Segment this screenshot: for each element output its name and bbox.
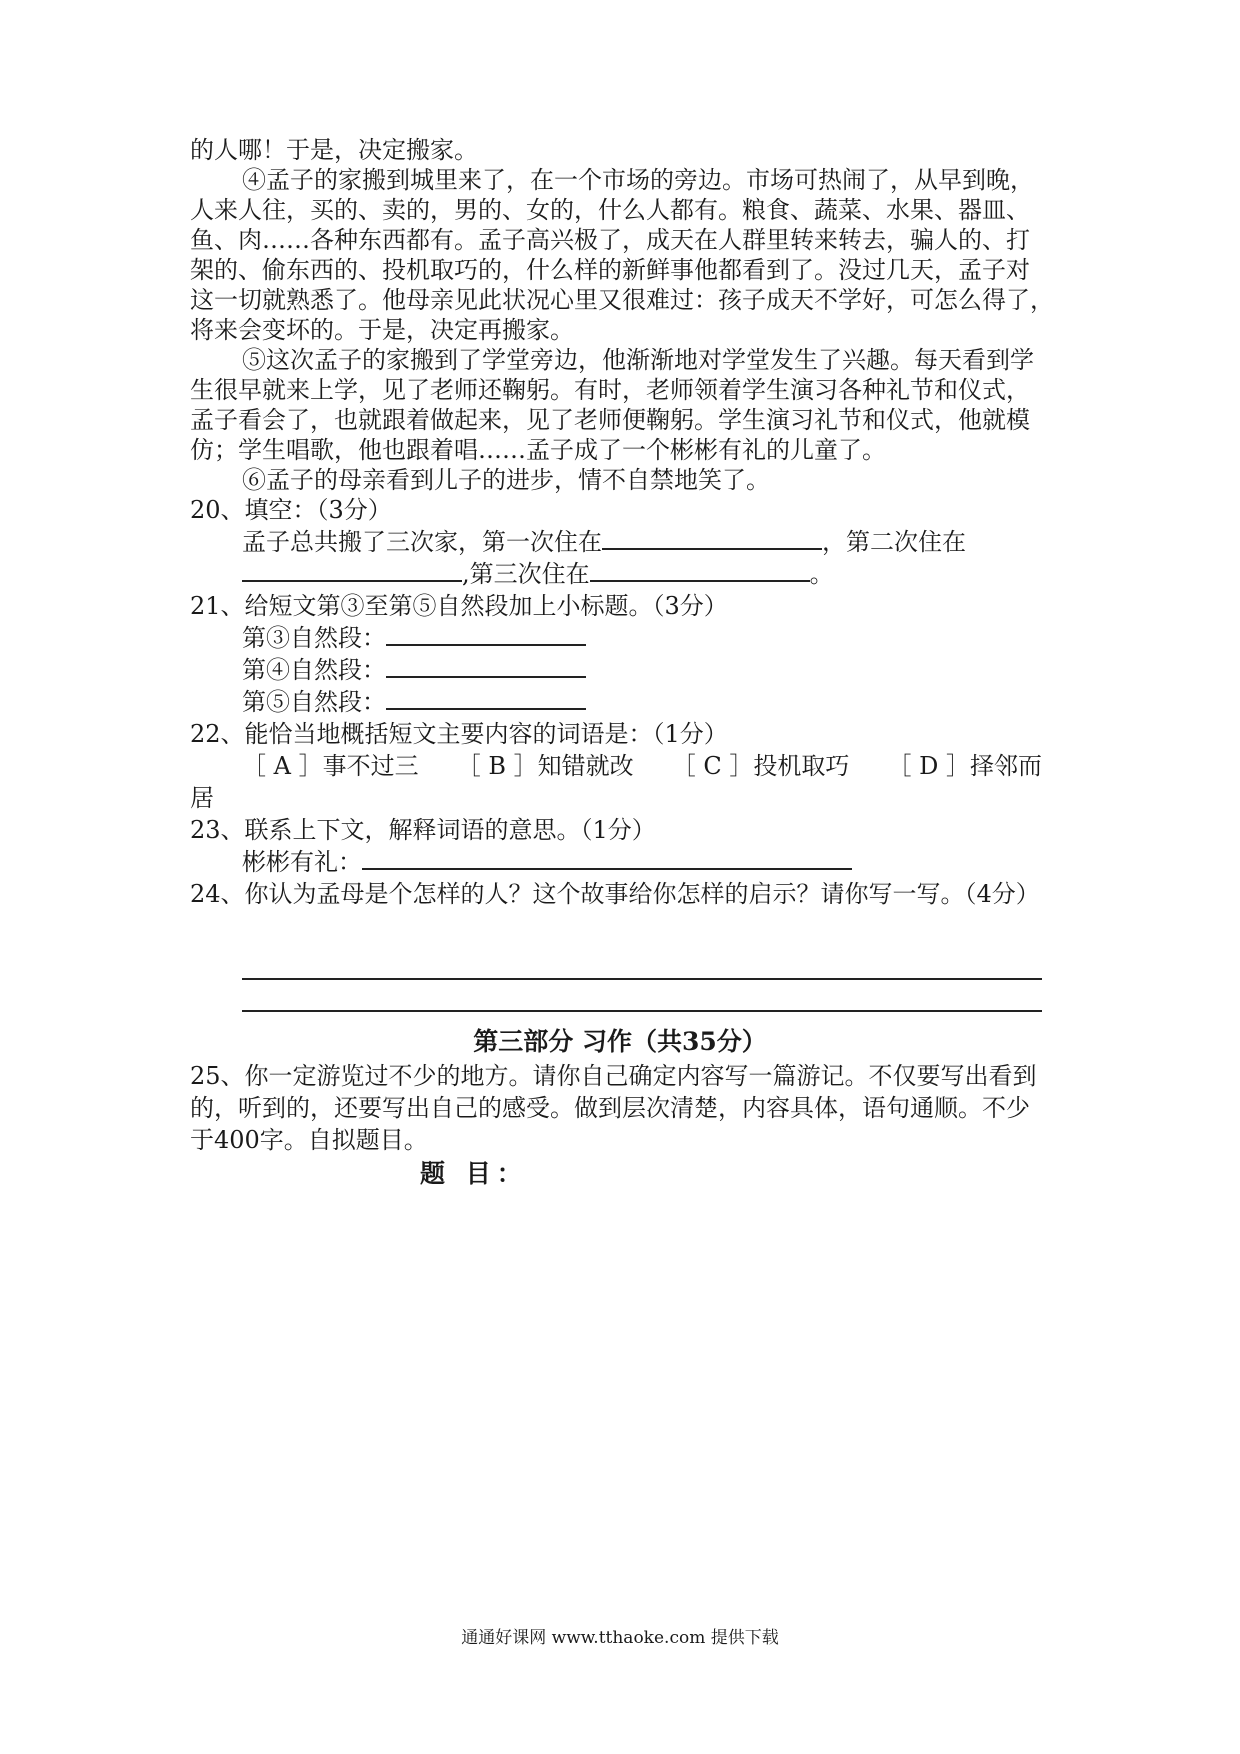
q20-text-a: 孟子总共搬了三次家，第一次住在 bbox=[242, 528, 602, 556]
passage-paragraph-6: ⑥孟子的母亲看到儿子的进步，情不自禁地笑了。 bbox=[242, 466, 770, 494]
q25-line-1: 25、你一定游览过不少的地方。请你自己确定内容写一篇游记。不仅要写出看到 bbox=[190, 1062, 1037, 1090]
q20-blank-2[interactable] bbox=[242, 558, 462, 582]
q22-option-d[interactable]: ［ D ］择邻而 bbox=[887, 752, 1042, 780]
q20-title: 20、填空：（3分） bbox=[190, 496, 392, 524]
q23-title: 23、联系上下文，解释词语的意思。（1分） bbox=[190, 816, 656, 844]
q21-label-4: 第④自然段： bbox=[242, 656, 386, 684]
passage-line-11: 仿；学生唱歌，他也跟着唱……孟子成了一个彬彬有礼的儿童了。 bbox=[190, 436, 886, 464]
q21-item-5 bbox=[242, 686, 586, 718]
q20-text-b: ，第二次住在 bbox=[822, 528, 966, 556]
q22-option-b[interactable]: ［ B ］知错就改 bbox=[456, 752, 634, 780]
q22-option-a[interactable]: ［ A ］事不过三 bbox=[242, 752, 419, 780]
footer-text: 通通好课网 www.tthaoke.com 提供下载 bbox=[461, 1628, 779, 1648]
q21-blank-3[interactable] bbox=[386, 622, 586, 646]
q25-line-3: 于400字。自拟题目。 bbox=[190, 1126, 428, 1154]
q22-option-d-wrap: 居 bbox=[190, 784, 214, 812]
passage-line-3: 人来人往，买的、卖的，男的、女的，什么人都有。粮食、蔬菜、水果、器皿、 bbox=[190, 196, 1030, 224]
passage-line-5: 架的、偷东西的、投机取巧的，什么样的新鲜事他都看到了。没过几天，孟子对 bbox=[190, 256, 1030, 284]
q20-text-c: ,第三次住在 bbox=[462, 560, 590, 588]
q21-item-3 bbox=[242, 622, 586, 654]
q21-item-4 bbox=[242, 654, 586, 686]
q22-option-c[interactable]: ［ C ］投机取巧 bbox=[671, 752, 850, 780]
q21-blank-4[interactable] bbox=[386, 654, 586, 678]
passage-paragraph-5: ⑤这次孟子的家搬到了学堂旁边，他渐渐地对学堂发生了兴趣。每天看到学 bbox=[242, 346, 1034, 374]
q20-blank-3[interactable] bbox=[590, 558, 810, 582]
passage-line-7: 将来会变坏的。于是，决定再搬家。 bbox=[190, 316, 574, 344]
q24-answer-line-2[interactable] bbox=[242, 1010, 1042, 1012]
passage-line-9: 生很早就来上学，见了老师还鞠躬。有时，老师领着学生演习各种礼节和仪式， bbox=[190, 376, 1030, 404]
q22-title: 22、能恰当地概括短文主要内容的词语是：（1分） bbox=[190, 720, 728, 748]
q22-options bbox=[242, 750, 1042, 782]
q23-answer-line bbox=[242, 846, 852, 878]
passage-line-6: 这一切就熟悉了。他母亲见此状况心里又很难过：孩子成天不学好，可怎么得了， bbox=[190, 286, 1054, 314]
q23-label: 彬彬有礼： bbox=[242, 848, 362, 876]
q24-title: 24、你认为孟母是个怎样的人？这个故事给你怎样的启示？请你写一写。（4分） bbox=[190, 880, 1040, 908]
passage-line-4: 鱼、肉……各种东西都有。孟子高兴极了，成天在人群里转来转去，骗人的、打 bbox=[190, 226, 1030, 254]
essay-title-label: 题 目： bbox=[420, 1159, 528, 1188]
passage-line-10: 孟子看会了，也就跟着做起来，见了老师便鞠躬。学生演习礼节和仪式，他就模 bbox=[190, 406, 1030, 434]
q21-blank-5[interactable] bbox=[386, 686, 586, 710]
q21-title: 21、给短文第③至第⑤自然段加上小标题。（3分） bbox=[190, 592, 728, 620]
q25-line-2: 的，听到的，还要写出自己的感受。做到层次清楚，内容具体，语句通顺。不少 bbox=[190, 1094, 1030, 1122]
part3-heading: 第三部分 习作（共35分） bbox=[473, 1027, 767, 1056]
q20-blank-1[interactable] bbox=[602, 526, 822, 550]
q21-label-5: 第⑤自然段： bbox=[242, 688, 386, 716]
passage-line-1: 的人哪！于是，决定搬家。 bbox=[190, 136, 478, 164]
q23-blank[interactable] bbox=[362, 846, 852, 870]
q24-answer-line-1[interactable] bbox=[242, 978, 1042, 980]
passage-paragraph-4: ④孟子的家搬到城里来了，在一个市场的旁边。市场可热闹了，从早到晚， bbox=[242, 166, 1034, 194]
q20-line-1 bbox=[242, 526, 966, 558]
q21-label-3: 第③自然段： bbox=[242, 624, 386, 652]
q20-line-2 bbox=[242, 558, 834, 590]
q20-text-d: 。 bbox=[809, 560, 834, 588]
